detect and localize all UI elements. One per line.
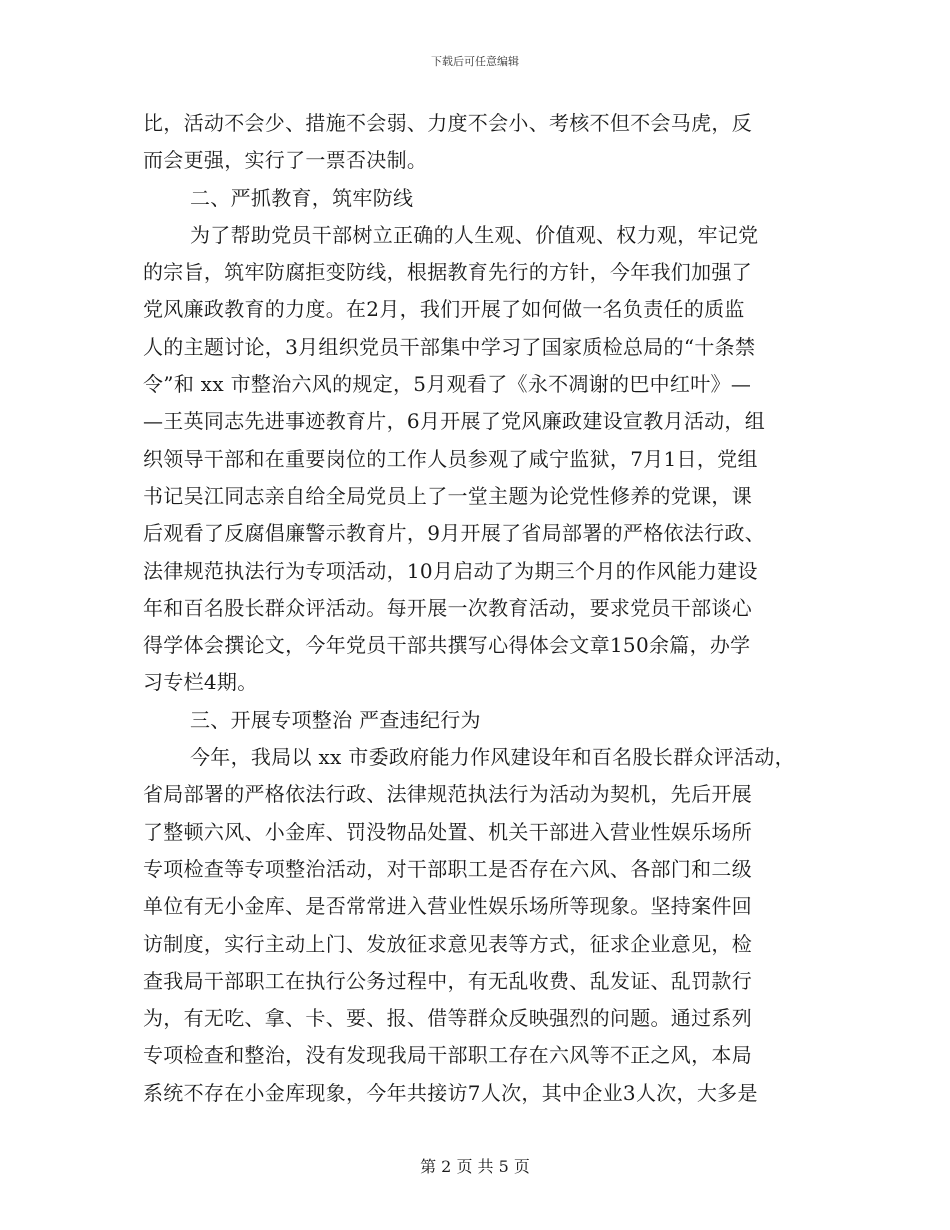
text-line: 后观看了反腐倡廉警示教育片，9月开展了省局部署的严格依法行政、 [143, 521, 766, 546]
page-header-note: 下载后可任意编辑 [431, 55, 519, 68]
text-line: 人的主题讨论，3月组织党员干部集中学习了国家质检总局的“十条禁 [143, 334, 756, 359]
text-line: 织领导干部和在重要岗位的工作人员参观了咸宁监狱，7月1日，党组 [143, 446, 758, 471]
text-line: 令”和 xx 市整治六风的规定，5月观看了《永不凋谢的巴中红叶》— [143, 372, 752, 397]
text-line: 了整顿六风、小金库、罚没物品处置、机关干部进入营业性娱乐场所 [143, 819, 752, 844]
text-line: 为了帮助党员干部树立正确的人生观、价值观、权力观，牢记党 [190, 222, 759, 247]
text-line: 得学体会撰论文，今年党员干部共撰写心得体会文章150余篇，办学 [143, 633, 751, 658]
page-number-footer: 第 2 页 共 5 页 [420, 1157, 530, 1176]
text-line: 年和百名股长群众评活动。每开展一次教育活动，要求党员干部谈心 [143, 595, 752, 620]
text-line: 的宗旨，筑牢防腐拒变防线，根据教育先行的方针，今年我们加强了 [143, 260, 752, 285]
text-line: 书记吴江同志亲自给全局党员上了一堂主题为论党性修养的党课，课 [143, 483, 752, 508]
text-line: 系统不存在小金库现象，今年共接访7人次，其中企业3人次，大多是 [143, 1080, 758, 1105]
text-line: 专项检查等专项整治活动，对干部职工是否存在六风、各部门和二级 [143, 856, 752, 881]
text-line: 今年，我局以 xx 市委政府能力作风建设年和百名股长群众评活动， [190, 745, 795, 770]
section-heading: 三、开展专项整治 严查违纪行为 [190, 707, 481, 732]
text-line: 比，活动不会少、措施不会弱、力度不会小、考核不但不会马虎，反 [143, 111, 752, 135]
text-line: —王英同志先进事迹教育片，6月开展了党风廉政建设宣教月活动，组 [143, 409, 766, 434]
text-line: 访制度，实行主动上门、发放征求意见表等方式，征求企业意见，检 [143, 931, 752, 956]
text-line: 为，有无吃、拿、卡、要、报、借等群众反映强烈的问题。通过系列 [143, 1006, 752, 1031]
text-line: 而会更强，实行了一票否决制。 [143, 148, 428, 173]
text-line: 省局部署的严格依法行政、法律规范执法行为活动为契机，先后开展 [143, 782, 752, 807]
text-line: 查我局干部职工在执行公务过程中，有无乱收费、乱发证、乱罚款行 [143, 968, 752, 993]
text-line: 党风廉政教育的力度。在2月，我们开展了如何做一名负责任的质监 [143, 297, 745, 322]
document-body [143, 105, 823, 1112]
section-heading: 二、严抓教育，筑牢防线 [190, 185, 414, 210]
text-line: 法律规范执法行为专项活动，10月启动了为期三个月的作风能力建设 [143, 558, 758, 583]
text-line: 专项检查和整治，没有发现我局干部职工存在六风等不正之风，本局 [143, 1043, 752, 1068]
text-line: 习专栏4期。 [143, 670, 258, 695]
text-line: 单位有无小金库、是否常常进入营业性娱乐场所等现象。坚持案件回 [143, 894, 752, 919]
